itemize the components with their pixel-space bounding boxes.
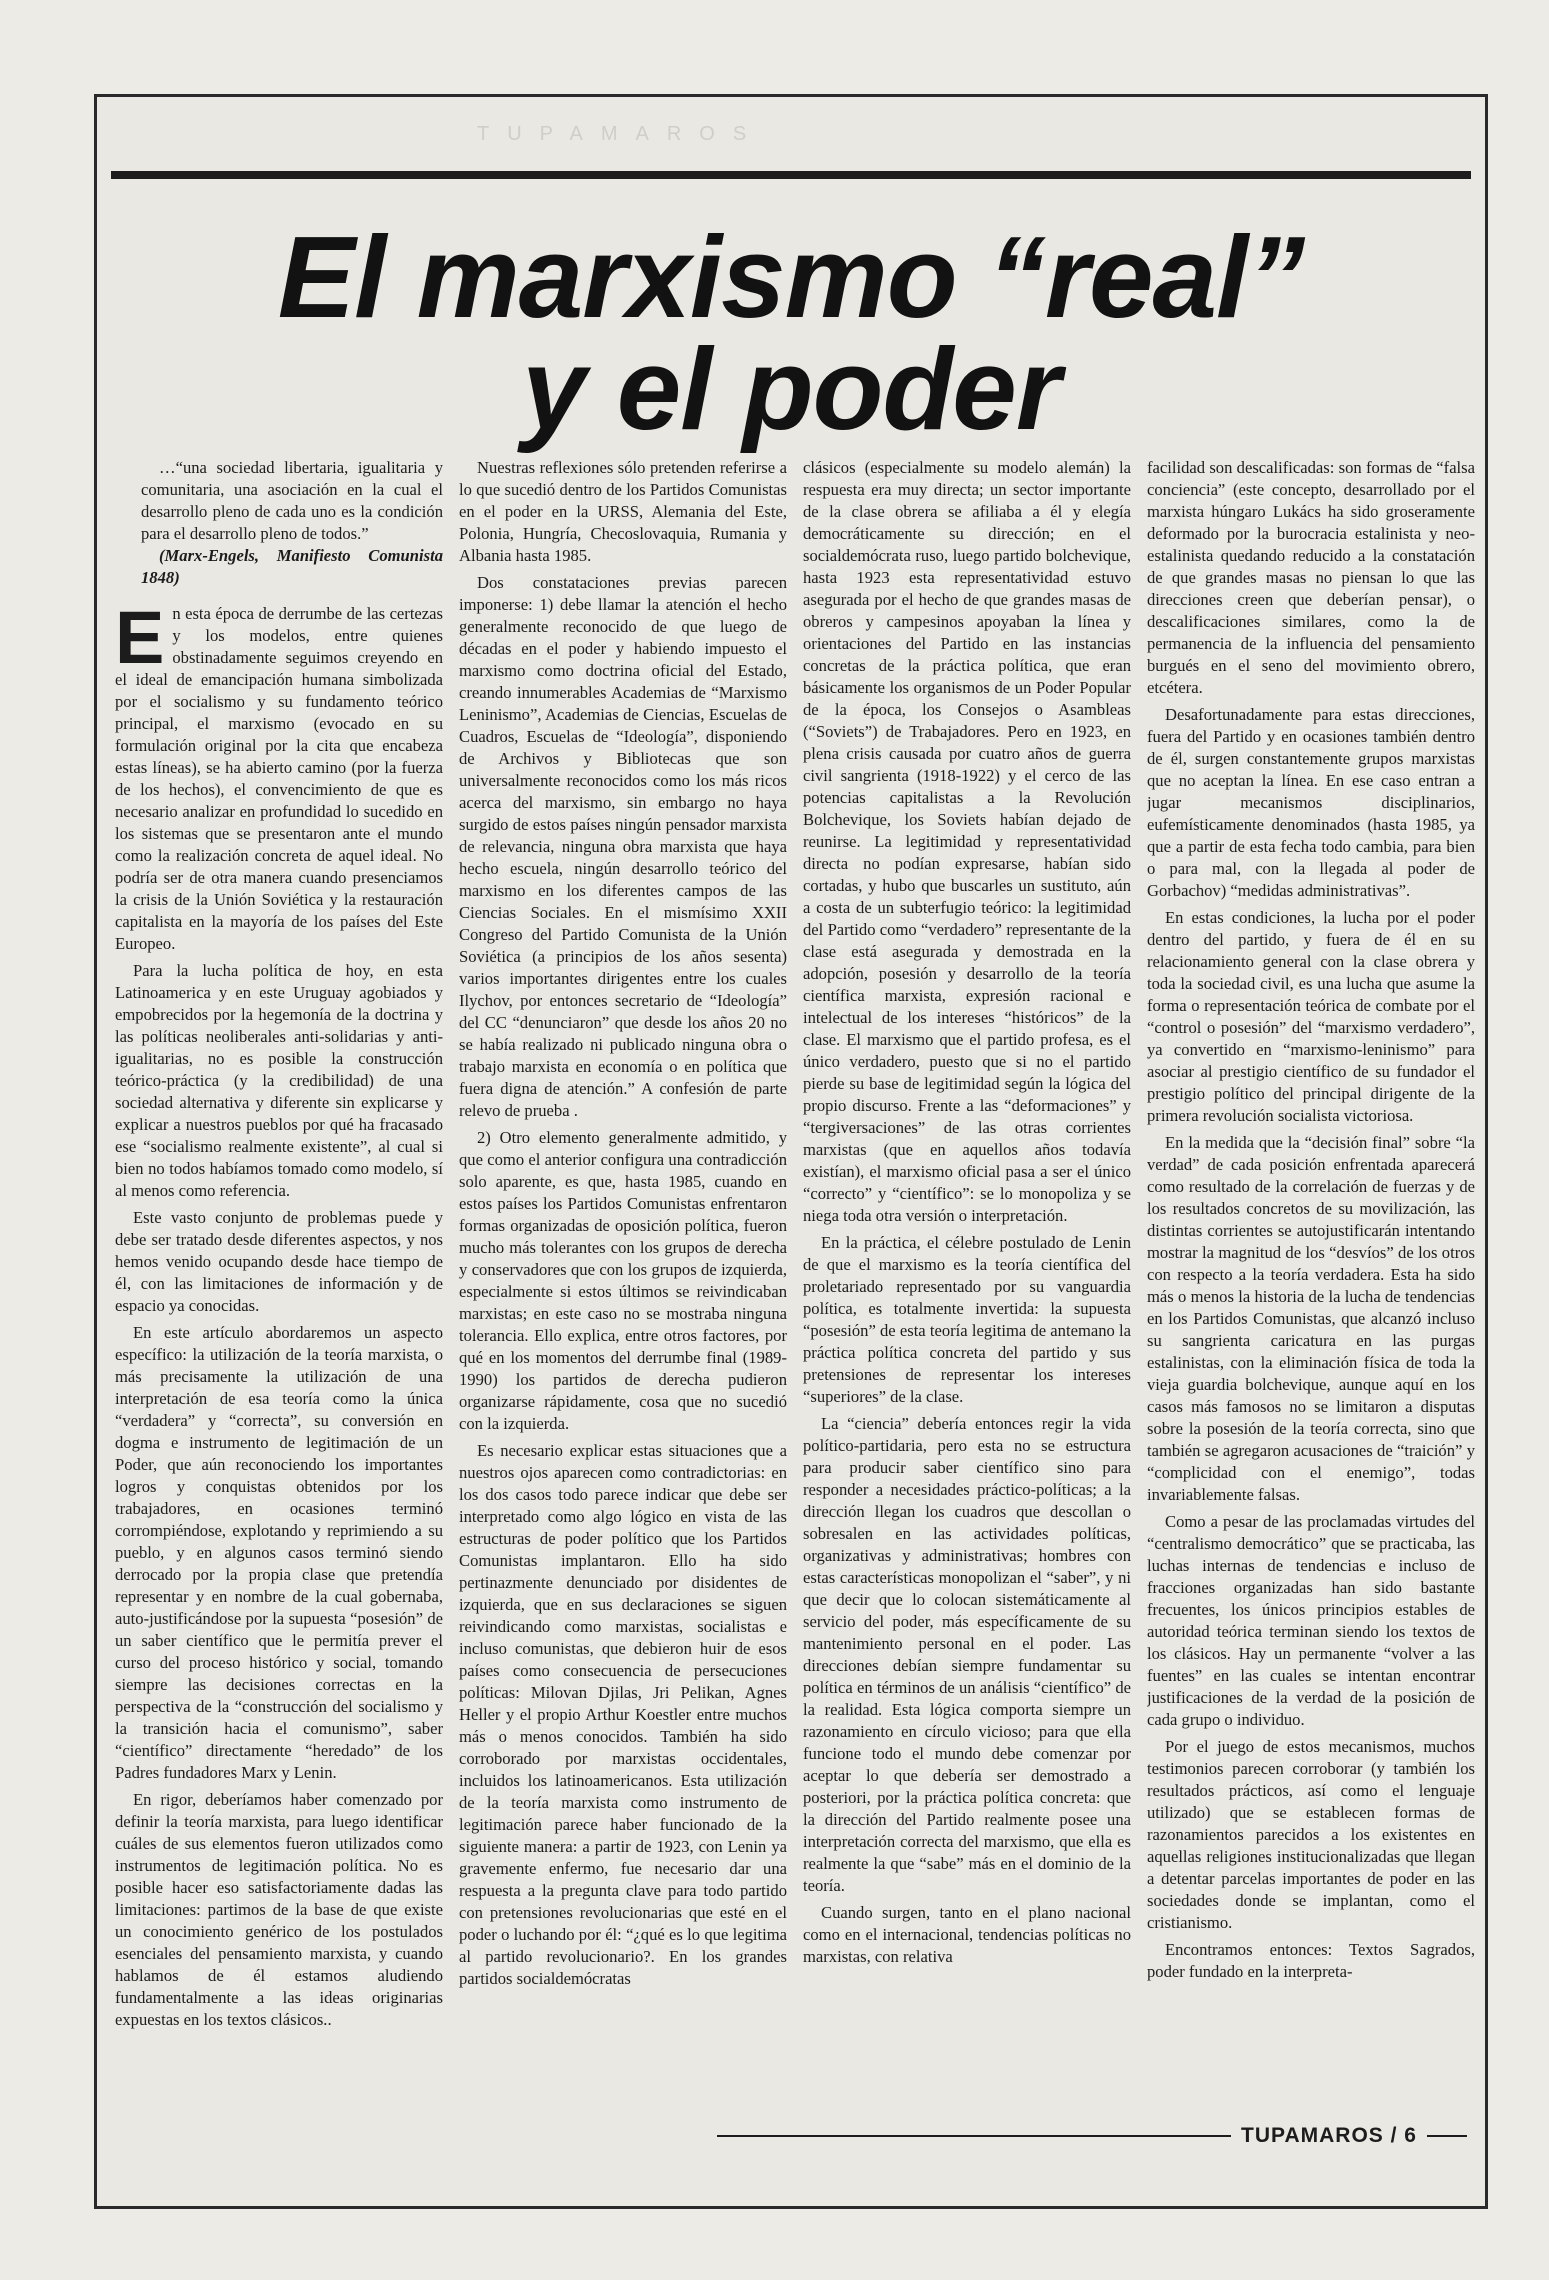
headline-line-2: y el poder [522, 324, 1060, 454]
column-3 [803, 457, 1131, 2107]
newspaper-page [94, 94, 1488, 2209]
paragraph: clásicos (especialmente su modelo alemán) la respuesta era muy directa; un sector importante de la clase obrera se afiliaba a él y elegía democráticamente su dirección; en el socialdemócrata ruso, luego partido bolchevique, hasta 1923 esta representatividad estuvo asegurada por el hecho de que grandes masas de obreros y campesinos apoyaban la línea y orientaciones del Partido en las instancias concretas de la práctica política, que eran básicamente los organismos de un Poder Popular de la época, los Consejos o Asambleas (“Soviets”) de Trabajadores. Pero en 1923, en plena crisis causada por cuatro años de guerra civil sangrienta (1918-1922) y el cerco de las potencias capitalistas a la Revolución Bolchevique, los Soviets habían dejado de reunirse. La legitimidad y representatividad directa no podían expresarse, habían sido cortadas, y hubo que buscarles un sustituto, aún a costa de un subterfugio teórico: la legitimidad del Partido como “verdadero” representante de la clase está asegurada y demostrada en la adopción, posesión y desarrollo de la teoría científica marxista, expresión racional e intelectual de los intereses “históricos” de la clase. El marxismo que el partido profesa, es el único verdadero, puesto que si no el partido pierde su base de legitimidad según la lógica del propio discurso. Frente a las “deformaciones” y “tergiversaciones” de las otras corrientes marxistas (que en aquellos años todavía existían), el marxismo oficial pasa a ser el único “correcto” y “científico”: se lo monopoliza y se niega toda otra versión o interpretación. [803, 458, 1131, 1225]
paragraph: En rigor, deberíamos haber comenzado por definir la teoría marxista, para luego identificar cuáles de sus elementos fueron utilizados como instrumentos de legitimación política. No es posible hacer eso satisfactoriamente dadas las limitaciones: partimos de la base de que existe un conocimiento genérico de los postulados esenciales del pensamiento marxista, y cuando hablamos de él estamos aludiendo fundamentalmente a las ideas originarias expuestas en los textos clásicos.. [115, 1790, 443, 2029]
paragraph: En la práctica, el célebre postulado de Lenin de que el marxismo es la teoría científica del proletariado representado por su vanguardia política, es totalmente invertida: la supuesta “posesión” de esta teoría legitima de antemano la práctica política concreta del partido y sus pretensiones de representar los intereses “superiores” de la clase. [803, 1233, 1131, 1406]
paragraph: 2) Otro elemento generalmente admitido, y que como el anterior configura una contradicción solo aparente, es que, hasta 1985, cuando en estos países los Partidos Comunistas enfrentaron formas organizadas de oposición política, fueron mucho más tolerantes con los grupos de derecha y conservadores que con los grupos de izquierda, especialmente si estos últimos se reivindicaban marxistas; en este caso no se mostraba ninguna tolerancia. Ello explica, entre otros factores, por qué en los momentos del derrumbe final (1989-1990) los partidos de derecha pudieron organizarse rápidamente, cosa que no sucedió con la izquierda. [459, 1128, 787, 1433]
column-1 [115, 457, 443, 2107]
epigraph [115, 457, 443, 589]
epigraph-quote: …“una sociedad libertaria, igualitaria y comunitaria, una asociación en la cual el desarrollo pleno de cada uno es la condición para el desarrollo pleno de todos.” [141, 458, 443, 543]
paragraph: La “ciencia” debería entonces regir la vida político-partidaria, pero esta no se estructura para producir saber científico sino para responder a necesidades práctico-políticas; a la dirección llegan los cuadros que descollan o sobresalen en las actividades políticas, organizativas y administrativas; hombres con estas características monopolizan el “saber”, y ni que decir que lo colocan sistemáticamente al servicio del poder, más específicamente de su mantenimiento personal en el poder. Las direcciones debían siempre fundamentar su política en términos de un análisis “científico” de la realidad. Esta lógica comporta siempre un razonamiento en círculo vicioso; para que ella funcione todo el mundo debe comenzar por aceptar lo que debería ser demostrado a posteriori, por la práctica política concreta: que la dirección del Partido realmente posee una interpretación correcta del marxismo, que ella es realmente la que “sabe” más en el dominio de la teoría. [803, 1414, 1131, 1895]
paragraph: En la medida que la “decisión final” sobre “la verdad” de cada posición enfrentada aparecerá como resultado de la correlación de fuerzas y de los resultados concretos de su movilización, las distintas corrientes se autojustificarán intentando mostrar la magnitud de los “desvíos” de los otros con respecto a la teoría verdadera. Esta ha sido más o menos la historia de la lucha de tendencias en los Partidos Comunistas, que alcanzó incluso su sangrienta caricatura en las purgas estalinistas, con la eliminación física de toda la vieja guardia bolchevique, aunque aquí en los casos más famosos no se limitaron a disputas sobre la posesión de la teoría correcta, sino que también se agregaron acusaciones de “traición” y “complicidad con el enemigo”, todas invariablemente falsas. [1147, 1133, 1475, 1504]
paragraph: Nuestras reflexiones sólo pretenden referirse a lo que sucedió dentro de los Partidos Comunistas en el poder en la URSS, Alemania del Este, Polonia, Hungría, Checoslovaquia, Rumania y Albania hasta 1985. [459, 458, 787, 565]
paragraph: facilidad son descalificadas: son formas de “falsa conciencia” (este concepto, desarrollado por el marxista húngaro Lukács ha sido groseramente deformado por la burocracia estalinista y neo-estalinista quedando reducido a la constatación de que grandes masas no piensan lo que las direcciones creen que deberían pensar), o descalificaciones similares, como la de permanencia de la influencia del pensamiento burgués en el seno del movimiento obrero, etcétera. [1147, 458, 1475, 697]
headline-line-1: El marxismo “real” [277, 212, 1305, 342]
top-rule [111, 171, 1471, 179]
paragraph: Desafortunadamente para estas direcciones, fuera del Partido y en ocasiones también dentro de él, surgen constantemente grupos marxistas que no aceptan la línea. En ese caso entran a jugar mecanismos disciplinarios, eufemísticamente denominados (hasta 1985, ya que a partir de esta fecha todo cambia, para bien o para mal, con la llegada al poder de Gorbachov) “medidas administrativas”. [1147, 705, 1475, 900]
footer-rule-left [717, 2135, 1231, 2137]
drop-cap: E [115, 596, 165, 679]
paragraph: Como a pesar de las proclamadas virtudes del “centralismo democrático” que se practicaba, las luchas internas de tendencias e incluso de fracciones organizadas han sido bastante frecuentes, los únicos principios estables de autoridad teórica terminan siendo los textos de los clásicos. Hay un permanente “volver a las fuentes” en las cuales se intentan encontrar justificaciones de la verdad de la posición de cada grupo o individuo. [1147, 1512, 1475, 1729]
paragraph [115, 596, 443, 955]
column-2 [459, 457, 787, 2107]
paragraph-text: n esta época de derrumbe de las certezas y los modelos, entre quienes obstinadamente seguimos creyendo en el ideal de emancipación humana simbolizada por el socialismo y su fundamento teórico principal, el marxismo (evocado en su formulación original por la cita que encabeza estas líneas), se ha abierto camino (por la fuerza de los hechos), el convencimiento de que es necesario analizar en profundidad lo sucedido en los sistemas que se presentaron ante el mundo como la realización concreta de aquel ideal. No podría ser de otra manera cuando presenciamos la crisis de la Unión Soviética y la restauración capitalista en la mayoría de los países del Este Europeo. [115, 604, 443, 953]
paragraph: Es necesario explicar estas situaciones que a nuestros ojos aparecen como contradictorias: en los dos casos todo parece indicar que debe ser interpretado como algo lógico en vista de las estructuras de poder político que los Partidos Comunistas implantaron. Ello ha sido pertinazmente denunciado por disidentes de izquierda, que en sus declaraciones se siguen reivindicando como marxistas, socialistas e incluso comunistas, que debieron huir de esos países como consecuencia de persecuciones políticas: Milovan Djilas, Jri Pelikan, Agnes Heller y el propio Arthur Koestler entre muchos más o menos conocidos. También ha sido corroborado por marxistas occidentales, incluidos los latinoamericanos. Esta utilización de la teoría marxista como instrumento de legitimación parece haber funcionado de la siguiente manera: a partir de 1923, con Lenin ya gravemente enfermo, fue necesario dar una respuesta a la pregunta clave para todo partido con pretensiones revolucionarias que esté en el poder o luchando por él: “¿qué es lo que legitima al partido revolucionario?. En los grandes partidos socialdemócratas [459, 1441, 787, 1988]
page-footer [717, 2124, 1467, 2148]
article-columns [115, 457, 1475, 2107]
footer-rule-right [1427, 2135, 1467, 2137]
paragraph: Este vasto conjunto de problemas puede y debe ser tratado desde diferentes aspectos, y nos hemos venido ocupando desde hace tiempo de él, con las limitaciones de información y de espacio ya conocidas. [115, 1208, 443, 1315]
paragraph: En este artículo abordaremos un aspecto específico: la utilización de la teoría marxista, o más precisamente la utilización de una interpretación de esa teoría como la única “verdadera” y “correcta”, su conversión en dogma e instrumento de legitimación de un Poder, que aún reconociendo los importantes logros y conquistas obtenidos por los trabajadores, en ocasiones terminó corrompiéndose, explotando y reprimiendo a su pueblo, y en algunos casos terminó siendo derrocado por la propia clase que pretendía representar y en nombre de la cual gobernaba, auto-justificándose por la supuesta “posesión” de un saber científico que le permitía prever el curso del proceso histórico y social, tomando siempre las decisiones correctas en la perspectiva de la “construcción del socialismo y la transición hacia el comunismo”, saber “científico” directamente “heredado” de los Padres fundadores Marx y Lenin. [115, 1323, 443, 1782]
epigraph-source: (Marx-Engels, Manifiesto Comunista 1848) [141, 546, 443, 587]
column-4 [1147, 457, 1475, 2107]
paragraph: En estas condiciones, la lucha por el poder dentro del partido, y fuera de él en su relacionamiento general con la clase obrera y toda la sociedad civil, es una lucha que asume la forma o representación teórica de combate por el “control o posesión” del “marxismo verdadero”, ya convertido en “marxismo-leninismo” para asociar al prestigio científico de su fundador el prestigio político del principal dirigente de la primera revolución socialista victoriosa. [1147, 908, 1475, 1125]
paragraph: Cuando surgen, tanto en el plano nacional como en el internacional, tendencias políticas no marxistas, con relativa [803, 1903, 1131, 1966]
bleed-through-header: TUPAMAROS [477, 123, 765, 145]
paragraph: Encontramos entonces: Textos Sagrados, poder fundado en la interpreta- [1147, 1940, 1475, 1981]
article-headline [97, 212, 1485, 454]
paragraph: Por el juego de estos mecanismos, muchos testimonios parecen corroborar (y también los resultados prácticos, así como el lenguaje utilizado) que se establecen formas de razonamientos parecidos a los existentes en aquellas religiones institucionalizadas que llegan a detentar parcelas importantes de poder en las sociedades donde se implantan, como el cristianismo. [1147, 1737, 1475, 1932]
paragraph: Dos constataciones previas parecen imponerse: 1) debe llamar la atención el hecho generalmente reconocido de que luego de décadas en el poder y habiendo impuesto el marxismo como doctrina oficial del Estado, creando innumerables Academias de “Marxismo Leninismo”, Academias de Ciencias, Escuelas de Cuadros, Escuelas de “Ideología”, disponiendo de Archivos y Bibliotecas que son universalmente reconocidos como los más ricos acerca del marxismo, sin embargo no haya surgido de estos países ningún pensador marxista de relevancia, ninguna obra marxista que haya hecho escuela, ningún desarrollo teórico del marxismo en los diferentes campos de las Ciencias Sociales. En el mismísimo XXII Congreso del Partido Comunista de la Unión Soviética (a principios de los años sesenta) varios importantes dirigentes entre los cuales Ilychov, por entonces secretario de “Ideología” del CC “denunciaron” que desde los años 20 no se había realizado ni publicado ninguna obra o trabajo marxista en economía o en política que fuera digna de atención.” A confesión de parte relevo de prueba . [459, 573, 787, 1120]
footer-label: TUPAMAROS / 6 [1241, 2124, 1417, 2147]
paragraph: Para la lucha política de hoy, en esta Latinoamerica y en este Uruguay agobiados y empobrecidos por la hegemonía de la doctrina y las políticas neoliberales anti-solidarias y anti-igualitarias, no es posible la construcción teórico-práctica (y la credibilidad) de una sociedad alternativa y diferente sin explicarse y explicar a nuestros pueblos por qué ha fracasado ese “socialismo realmente existente”, al cual si bien no todos habíamos tomado como modelo, sí al menos como referencia. [115, 961, 443, 1200]
